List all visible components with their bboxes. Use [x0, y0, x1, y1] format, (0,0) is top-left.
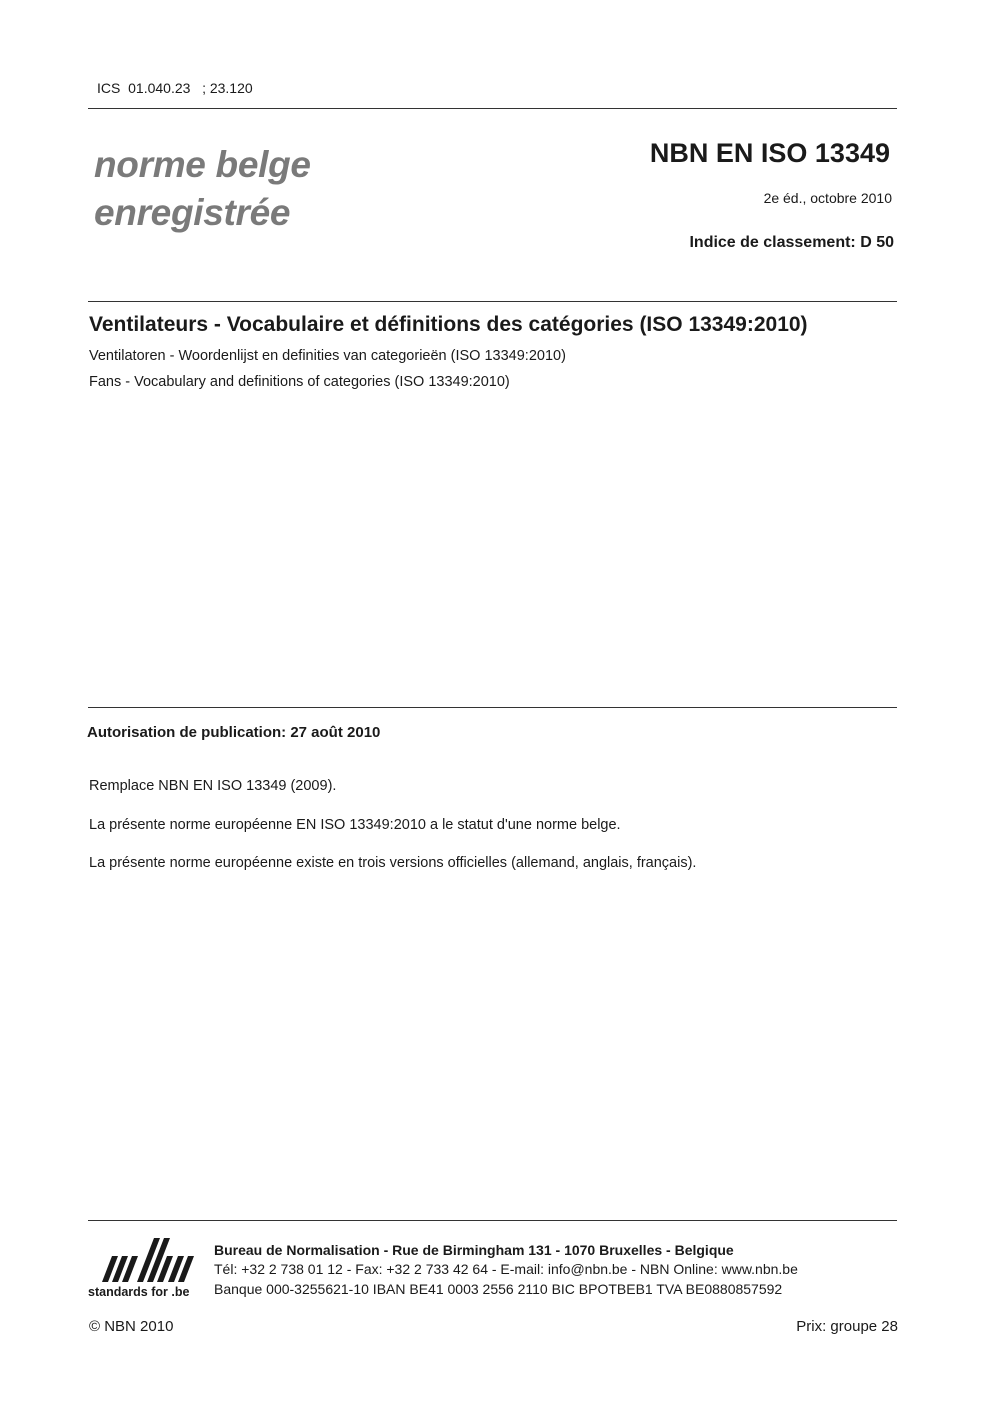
title-divider — [88, 301, 897, 302]
title-dutch: Ventilatoren - Woordenlijst en definities van categorieën (ISO 13349:2010) — [89, 348, 566, 364]
note-replaces: Remplace NBN EN ISO 13349 (2009). — [89, 778, 337, 794]
norm-status-line-1: norme belge — [94, 144, 311, 185]
title-french: Ventilateurs - Vocabulaire et définitions des catégories (ISO 13349:2010) — [89, 313, 808, 336]
price-group: Prix: groupe 28 — [796, 1318, 898, 1335]
edition-date: 2e éd., octobre 2010 — [763, 190, 892, 206]
norm-status-line-2: enregistrée — [94, 192, 291, 233]
publication-divider — [88, 707, 897, 708]
note-status: La présente norme européenne EN ISO 13349:2010 a le statut d'une norme belge. — [89, 817, 621, 833]
standard-number: NBN EN ISO 13349 — [649, 138, 890, 168]
footer-bank: Banque 000-3255621-10 IBAN BE41 0003 2556 2110 BIC BPOTBEB1 TVA BE0880857592 — [214, 1281, 783, 1297]
classification-index: Indice de classement: D 50 — [689, 234, 894, 251]
title-english: Fans - Vocabulary and definitions of categories (ISO 13349:2010) — [89, 374, 510, 390]
ics-code: ICS 01.040.23 ; 23.120 — [97, 80, 253, 96]
nbn-logo-mark-icon — [88, 1232, 200, 1284]
footer-divider — [88, 1220, 897, 1221]
publication-authorization: Autorisation de publication: 27 août 2010 — [87, 724, 381, 741]
nbn-logo — [88, 1232, 200, 1304]
logo-caption: standards for .be — [88, 1285, 190, 1299]
top-divider — [88, 108, 897, 109]
copyright: © NBN 2010 — [89, 1318, 174, 1335]
norm-status-label — [94, 141, 311, 237]
footer-contact: Tél: +32 2 738 01 12 - Fax: +32 2 733 42 64 - E-mail: info@nbn.be - NBN Online: www.nbn.be — [214, 1261, 798, 1277]
footer-address: Bureau de Normalisation - Rue de Birmingham 131 - 1070 Bruxelles - Belgique — [214, 1242, 734, 1258]
note-languages: La présente norme européenne existe en trois versions officielles (allemand, anglais, français). — [89, 855, 697, 871]
